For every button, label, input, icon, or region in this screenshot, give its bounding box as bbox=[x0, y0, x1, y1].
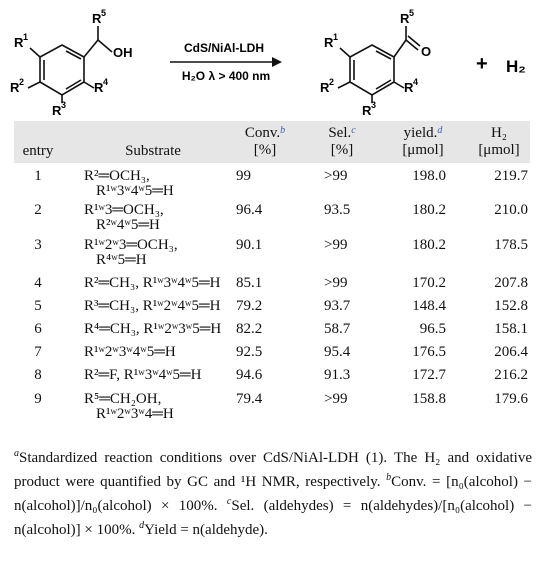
cell-sel: >99 bbox=[324, 391, 348, 407]
cell-substrate-line1: R³═CH₃, R¹ʷ2ʷ4ʷ5═H bbox=[84, 298, 221, 314]
cell-substrate-line1: R²═F, R¹ʷ3ʷ4ʷ5═H bbox=[84, 367, 202, 383]
header-conv bbox=[230, 125, 300, 159]
cell-h2: 216.2 bbox=[494, 367, 528, 383]
reactant-oh: OH bbox=[113, 45, 133, 60]
cell-entry: 8 bbox=[34, 367, 42, 383]
cell-entry: 6 bbox=[34, 321, 42, 337]
product-r4: R bbox=[404, 80, 414, 95]
svg-text:1: 1 bbox=[23, 32, 29, 42]
product-r5: R bbox=[400, 11, 410, 26]
cell-h2: 219.7 bbox=[494, 168, 528, 184]
cell-yield: 180.2 bbox=[412, 237, 446, 253]
cell-substrate-line2: R¹ʷ3ʷ4ʷ5═H bbox=[96, 183, 174, 199]
reactant-r3: R bbox=[52, 103, 62, 118]
cell-substrate-line2: R⁴ʷ5═H bbox=[96, 252, 147, 268]
conditions-label: H₂O λ > 400 nm bbox=[181, 69, 271, 83]
cell-substrate-line2: R²ʷ4ʷ5═H bbox=[96, 217, 160, 233]
cell-conv: 96.4 bbox=[236, 202, 263, 218]
cell-conv: 79.4 bbox=[236, 391, 263, 407]
cell-yield: 180.2 bbox=[412, 202, 446, 218]
cell-h2: 179.6 bbox=[494, 391, 528, 407]
product-r2: R bbox=[320, 80, 330, 95]
cell-h2: 158.1 bbox=[494, 321, 528, 337]
svg-text:4: 4 bbox=[103, 77, 109, 87]
header-yield-unit: [μmol] bbox=[402, 142, 444, 158]
cell-substrate-line2: R¹ʷ2ʷ3ʷ4═H bbox=[96, 406, 174, 422]
footnote-c: $^c$Sel. (aldehydes) = n(aldehydes)/[n₀(alcohol) − n(alcohol)] × 100%. bbox=[14, 496, 533, 538]
header-entry: entry bbox=[22, 143, 54, 159]
product-r3: R bbox=[362, 103, 372, 118]
header-conv-unit: [%] bbox=[253, 142, 277, 158]
reactant-r4: R bbox=[94, 80, 104, 95]
cell-yield: 96.5 bbox=[419, 321, 446, 337]
svg-text:3: 3 bbox=[61, 100, 67, 110]
svg-text:3: 3 bbox=[371, 100, 377, 110]
cell-substrate-line1: R²═OCH₃, bbox=[84, 168, 150, 184]
cell-h2: 210.0 bbox=[494, 202, 528, 218]
header-sel bbox=[312, 125, 372, 159]
header-h2-label: H₂ bbox=[490, 125, 508, 141]
svg-text:4: 4 bbox=[413, 77, 419, 87]
cell-conv: 79.2 bbox=[236, 298, 263, 314]
reactant-r2: R bbox=[10, 80, 20, 95]
cell-h2: 207.8 bbox=[494, 275, 528, 291]
cell-conv: 82.2 bbox=[236, 321, 263, 337]
svg-text:2: 2 bbox=[329, 77, 335, 87]
header-yield bbox=[390, 125, 456, 159]
cell-yield: 172.7 bbox=[412, 367, 446, 383]
header-substrate: Substrate bbox=[125, 143, 181, 159]
svg-text:5: 5 bbox=[409, 8, 415, 18]
footnote-mark-b: b bbox=[280, 125, 286, 136]
h2-product: H₂ bbox=[506, 57, 526, 76]
cell-sel: 93.5 bbox=[324, 202, 351, 218]
svg-text:1: 1 bbox=[333, 32, 339, 42]
cell-yield: 158.8 bbox=[412, 391, 446, 407]
cell-conv: 99 bbox=[236, 168, 251, 184]
cell-sel: 91.3 bbox=[324, 367, 351, 383]
cell-yield: 176.5 bbox=[412, 344, 446, 360]
cell-substrate-line1: R¹ʷ3═OCH₃, bbox=[84, 202, 164, 218]
reaction-scheme bbox=[0, 0, 542, 118]
footnote-b: $^b$Conv. = [n₀(alcohol) − n(alcohol)]/n₀(alcohol) × 100%. bbox=[14, 472, 532, 514]
svg-text:2: 2 bbox=[19, 77, 25, 87]
cell-h2: 152.8 bbox=[494, 298, 528, 314]
cell-substrate-line1: R¹ʷ2ʷ3ʷ4ʷ5═H bbox=[84, 344, 176, 360]
cell-h2: 206.4 bbox=[494, 344, 528, 360]
cell-substrate-line1: R²═CH₃, R¹ʷ3ʷ4ʷ5═H bbox=[84, 275, 221, 291]
header-conv-label: Conv. bbox=[244, 125, 281, 141]
cell-conv: 90.1 bbox=[236, 237, 263, 253]
footnote-mark-c: c bbox=[351, 125, 356, 136]
header-sel-label: Sel. bbox=[328, 125, 352, 141]
plus-sign: + bbox=[476, 53, 488, 75]
cell-conv: 94.6 bbox=[236, 367, 263, 383]
table-footnotes bbox=[14, 444, 532, 540]
product-r1: R bbox=[324, 35, 334, 50]
product-o: O bbox=[421, 44, 432, 59]
cell-conv: 85.1 bbox=[236, 275, 263, 291]
cell-sel: 95.4 bbox=[324, 344, 351, 360]
header-yield-label: yield. bbox=[403, 125, 438, 141]
cell-sel: >99 bbox=[324, 237, 348, 253]
header-sel-unit: [%] bbox=[330, 142, 354, 158]
cell-entry: 3 bbox=[34, 237, 42, 253]
cell-substrate-line1: R⁴═CH₃, R¹ʷ2ʷ3ʷ5═H bbox=[84, 321, 222, 337]
cell-sel: 93.7 bbox=[324, 298, 351, 314]
footnote-a: $^a$Standardized reaction conditions over CdS/NiAl-LDH (1). The H₂ and oxidative product were quantified by GC and ¹H NMR, respectively. bbox=[14, 448, 532, 490]
header-h2-unit: [μmol] bbox=[478, 142, 520, 158]
cell-yield: 148.4 bbox=[412, 298, 446, 314]
catalyst-label: CdS/NiAl-LDH bbox=[184, 41, 264, 55]
footnote-mark-d: d bbox=[437, 125, 443, 136]
cell-entry: 5 bbox=[34, 298, 42, 314]
reactant-r1: R bbox=[14, 35, 24, 50]
header-h2 bbox=[468, 125, 530, 159]
cell-entry: 7 bbox=[34, 344, 42, 360]
cell-sel: >99 bbox=[324, 168, 348, 184]
cell-sel: >99 bbox=[324, 275, 348, 291]
cell-entry: 4 bbox=[34, 275, 42, 291]
cell-h2: 178.5 bbox=[494, 237, 528, 253]
svg-text:5: 5 bbox=[101, 8, 107, 18]
cell-conv: 92.5 bbox=[236, 344, 263, 360]
cell-yield: 198.0 bbox=[412, 168, 446, 184]
cell-substrate-line1: R⁵═CH₂OH, bbox=[84, 391, 162, 407]
cell-sel: 58.7 bbox=[324, 321, 351, 337]
cell-entry: 1 bbox=[34, 168, 42, 184]
cell-substrate-line1: R¹ʷ2ʷ3═OCH₃, bbox=[84, 237, 178, 253]
footnote-d: $^d$Yield = n(aldehyde). bbox=[139, 520, 268, 538]
cell-entry: 9 bbox=[34, 391, 42, 407]
reactant-r5: R bbox=[92, 11, 102, 26]
cell-yield: 170.2 bbox=[412, 275, 446, 291]
cell-entry: 2 bbox=[34, 202, 42, 218]
